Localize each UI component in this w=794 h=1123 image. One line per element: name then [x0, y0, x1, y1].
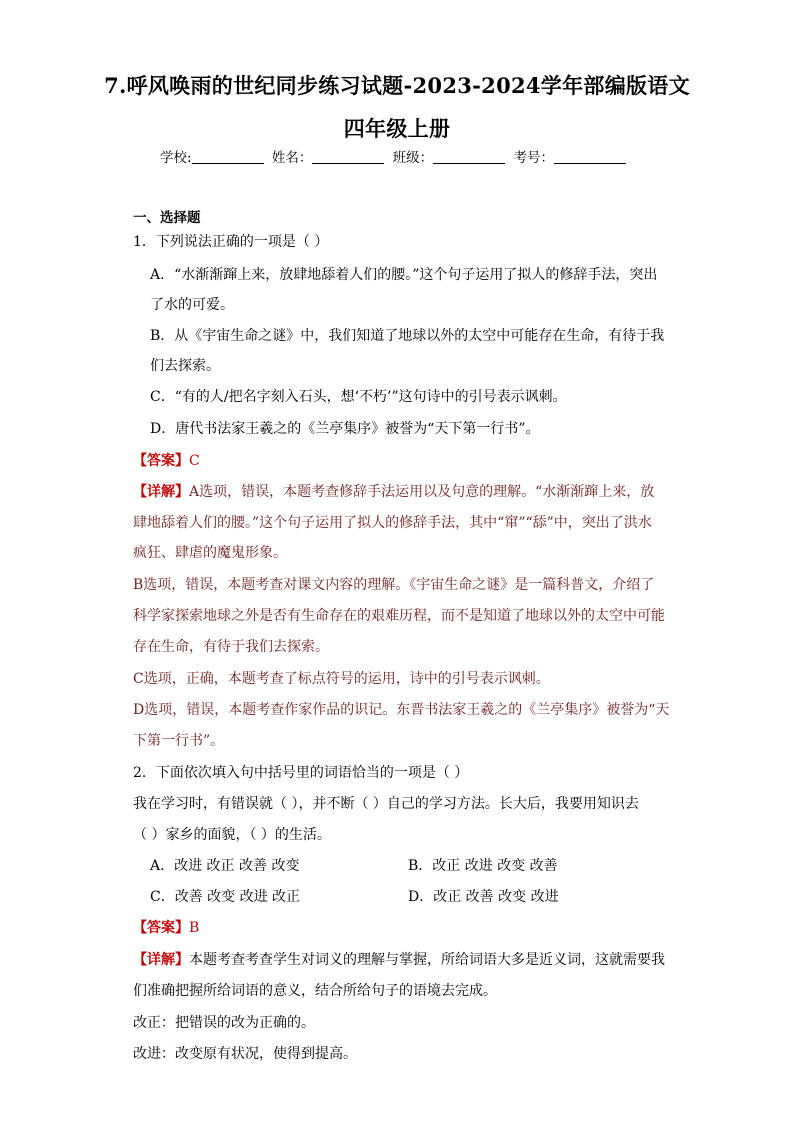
q2-option-c: C．改善 改变 改进 改正: [150, 889, 301, 905]
name-label: 姓名：: [271, 150, 313, 166]
q2-sentence-line2: （ ）家乡的面貌，（ ）的生活。: [133, 827, 331, 843]
q1-option-c: C．“有的人/把名字刻入石头，想‘不朽’”这句诗中的引号表示讽刺。: [150, 389, 567, 405]
answer-value: C: [189, 453, 200, 469]
q1-detail-line7: C选项，正确，本题考查了标点符号的运用，诗中的引号表示讽刺。: [133, 671, 550, 687]
exam-no-blank[interactable]: [554, 149, 626, 164]
q2-detail-line4: 改进：改变原有状况，使得到提高。: [133, 1046, 357, 1062]
page-title: 7.呼风唤雨的世纪同步练习试题-2023-2024学年部编版语文: [104, 73, 690, 98]
q2-option-b: B．改正 改进 改变 改善: [408, 858, 558, 874]
q1-option-d: D．唐代书法家王羲之的《兰亭集序》被誉为“天下第一行书”。: [150, 421, 540, 437]
school-blank[interactable]: [192, 149, 264, 164]
detail-text: A选项，错误，本题考查修辞手法运用以及句意的理解。“水渐渐蹿上来，放: [189, 484, 655, 500]
name-blank[interactable]: [312, 149, 384, 164]
q2-detail-line2: 们准确把握所给词语的意义，结合所给句子的语境去完成。: [133, 983, 497, 999]
answer-tag: 【答案】: [133, 920, 189, 936]
q1-detail-line2: 肆地舔着人们的腰。”这个句子运用了拟人的修辞手法，其中“窜”“舔”中，突出了洪水: [133, 515, 652, 531]
school-label: 学校:: [160, 150, 192, 166]
q2-answer: [133, 918, 199, 938]
section-heading: 一、选择题: [133, 210, 201, 226]
class-blank[interactable]: [433, 149, 505, 164]
q1-detail-line6: 存在生命，有待于我们去探索。: [133, 639, 329, 655]
q1-stem: 1．下列说法正确的一项是（ ）: [133, 234, 329, 250]
exam-no-label: 考号：: [513, 150, 554, 166]
q1-answer: [133, 451, 200, 471]
student-info-row: [160, 146, 630, 166]
q2-detail-line3: 改正：把错误的改为正确的。: [133, 1015, 315, 1031]
q1-option-b-line1: B．从《宇宙生命之谜》中，我们知道了地球以外的太空中可能存在生命，有待于我: [150, 328, 665, 344]
detail-tag: 【详解】: [133, 952, 189, 968]
q1-detail-line8: D选项，错误，本题考查作家作品的识记。东晋书法家王羲之的《兰亭集序》被誉为“天: [133, 702, 670, 718]
q2-option-d: D．改正 改善 改变 改进: [408, 889, 559, 905]
answer-tag: 【答案】: [133, 453, 189, 469]
q1-option-a-line1: A．“水渐渐蹿上来，放肆地舔着人们的腰。”这个句子运用了拟人的修辞手法，突出: [150, 267, 658, 283]
q1-option-b-line2: 们去探索。: [150, 358, 220, 374]
q2-stem: 2．下面依次填入句中括号里的词语恰当的一项是（ ）: [133, 765, 469, 781]
page-subtitle: 四年级上册: [343, 116, 451, 141]
q1-detail-line5: 科学家探索地球之外是否有生命存在的艰难历程，而不是知道了地球以外的太空中可能: [133, 608, 665, 624]
q1-detail-line3: 疯狂、肆虐的魔鬼形象。: [133, 545, 287, 561]
q2-sentence-line1: 我在学习时，有错误就（ ），并不断（ ）自己的学习方法。长大后，我要用知识去: [133, 796, 639, 812]
q1-detail-line1: [133, 482, 654, 502]
class-label: 班级：: [392, 150, 434, 166]
detail-text: 本题考查考查学生对词义的理解与掌握，所给词语大多是近义词，这就需要我: [189, 952, 665, 968]
q1-option-a-line2: 了水的可爱。: [150, 297, 234, 313]
q2-option-a: A．改进 改正 改善 改变: [150, 858, 300, 874]
answer-value: B: [189, 920, 200, 936]
q1-detail-line9: 下第一行书”。: [133, 733, 225, 749]
q1-detail-line4: B选项，错误，本题考查对课文内容的理解。《宇宙生命之谜》是一篇科普文，介绍了: [133, 577, 655, 593]
detail-tag: 【详解】: [133, 484, 189, 500]
q2-detail-line1: [133, 950, 665, 970]
